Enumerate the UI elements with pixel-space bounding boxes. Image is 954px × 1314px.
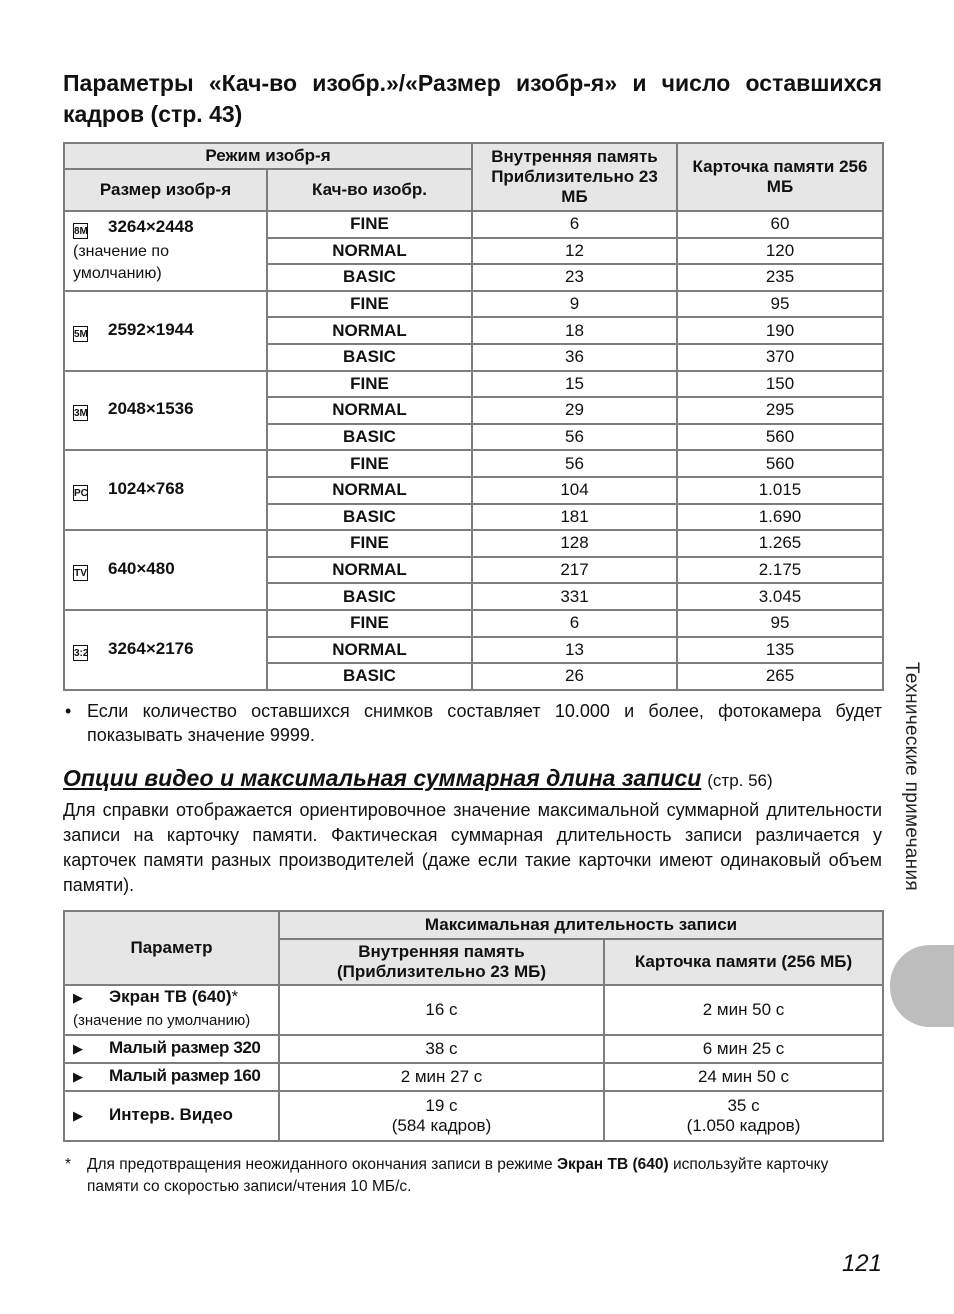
header-quality: Кач-во изобр. [267,169,472,211]
card-duration-cell [604,1091,883,1141]
header-internal-memory: Внутренняя память Приблизительно 23 МБ [472,143,677,211]
small-movie-icon: ▶ [73,1041,83,1057]
image-size-icon: TV [73,565,88,581]
quality-cell: FINE [267,450,472,477]
section-heading [63,763,882,796]
internal-count-cell: 12 [472,238,677,265]
card-count-cell: 95 [677,291,883,318]
duration-value: 35 с [727,1095,760,1115]
image-size-table [63,142,884,691]
internal-count-cell: 56 [472,450,677,477]
image-size-value: 2592×1944 [108,319,194,339]
quality-cell: FINE [267,610,472,637]
movie-option-name: Малый размер 320 [109,1038,261,1058]
quality-cell: FINE [267,211,472,238]
card-count-cell: 150 [677,371,883,398]
frame-count: (1.050 кадров) [686,1115,801,1135]
card-duration-cell [604,985,883,1035]
image-size-value: 1024×768 [108,479,185,499]
LP-movie-icon: ▶ [73,1069,83,1085]
default-value-note: (значение по умолчанию) [73,242,169,282]
default-value-note: (значение по умолчанию) [73,1012,251,1030]
card-count-cell: 190 [677,317,883,344]
header-param: Параметр [64,911,279,985]
internal-duration-cell [279,1035,604,1063]
image-size-value: 640×480 [108,559,175,579]
image-size-value: 3264×2448 [108,216,194,236]
card-count-cell: 235 [677,264,883,291]
card-count-cell: 265 [677,663,883,690]
movie-option-name: Экран ТВ (640) [109,987,232,1007]
card-count-cell: 60 [677,211,883,238]
table-row [64,985,883,1035]
quality-cell: BASIC [267,504,472,531]
duration-value: 24 мин 50 с [697,1066,790,1086]
image-size-icon: 3:2 [73,645,88,661]
card-count-cell: 1.690 [677,504,883,531]
image-size-value: 3264×2176 [108,638,194,658]
movie-option-name: Малый размер 160 [109,1066,261,1086]
image-size-cell [64,291,267,371]
image-size-value: 2048×1536 [108,399,194,419]
footnote [63,1154,882,1198]
table-row [64,1063,883,1091]
footnote-text-before: Для предотвращения неожиданного окончания записи в режиме [87,1155,557,1173]
table-row [64,1035,883,1063]
quality-cell: FINE [267,530,472,557]
table-row [64,610,883,637]
internal-count-cell: 15 [472,371,677,398]
movie-options-table [63,910,884,1142]
internal-count-cell: 18 [472,317,677,344]
quality-cell: NORMAL [267,397,472,424]
duration-value: 19 с [425,1095,458,1115]
interval-movie-icon: ▶ [73,1108,83,1124]
header-memory-card-2: Карточка памяти (256 МБ) [604,939,883,985]
image-size-cell [64,610,267,690]
card-duration-cell [604,1063,883,1091]
duration-value: 2 мин 50 с [702,999,785,1019]
table-row [64,450,883,477]
table-row [64,530,883,557]
card-count-cell: 3.045 [677,583,883,610]
internal-count-cell: 217 [472,557,677,584]
bullet-icon: • [65,700,72,721]
section-heading-text: Опции видео и максимальная суммарная длина записи [63,764,702,791]
card-count-cell: 370 [677,344,883,371]
header-internal-memory-2: Внутренняя память (Приблизительно 23 МБ) [279,939,604,985]
bullet-note-text: Если количество оставшихся снимков составляет 10.000 и более, фотокамера будет показывать значение 9999. [87,700,882,745]
side-section-label: Технические примечания [901,662,922,891]
image-size-icon: 5M [73,326,88,342]
page-content [63,68,882,1198]
movie-option-cell [64,1035,279,1063]
quality-cell: BASIC [267,583,472,610]
image-size-icon: 3M [73,405,88,421]
duration-value: 38 с [425,1038,458,1058]
internal-count-cell: 13 [472,637,677,664]
quality-cell: FINE [267,291,472,318]
card-count-cell: 560 [677,424,883,451]
footnote-star: * [65,1155,72,1173]
quality-cell: NORMAL [267,637,472,664]
table-row [64,291,883,318]
bullet-note [63,699,882,747]
section-page-ref: (стр. 56) [707,770,773,790]
footnote-text-bold: Экран ТВ (640) [556,1155,669,1173]
side-section-tab [890,945,954,1027]
header-memory-card: Карточка памяти 256 МБ [677,143,883,211]
card-count-cell: 2.175 [677,557,883,584]
card-count-cell: 120 [677,238,883,265]
image-size-cell [64,371,267,451]
card-count-cell: 135 [677,637,883,664]
quality-cell: BASIC [267,344,472,371]
internal-duration-cell [279,1091,604,1141]
footnote-marker: * [231,987,239,1007]
frame-count: (584 кадров) [391,1115,492,1135]
internal-count-cell: 104 [472,477,677,504]
image-size-icon: PC [73,485,88,501]
movie-option-name: Интерв. Видео [109,1105,233,1125]
movie-options-table-body [64,985,883,1141]
TV-movie-icon: ▶ [73,990,83,1006]
header-size: Размер изобр-я [64,169,267,211]
image-size-cell [64,450,267,530]
page-title: Параметры «Кач-во изобр.»/«Размер изобр-я» и число оставшихся кадров (стр. 43) [63,70,882,127]
image-size-cell [64,211,267,291]
quality-cell: NORMAL [267,238,472,265]
page-number: 121 [841,1250,882,1277]
card-count-cell: 295 [677,397,883,424]
internal-count-cell: 128 [472,530,677,557]
duration-value: 6 мин 25 с [702,1038,785,1058]
image-size-icon: 8M [73,223,88,239]
footnote-text-after: используйте карточку памяти со скоростью записи/чтения 10 МБ/с. [87,1155,829,1195]
quality-cell: NORMAL [267,557,472,584]
header-mode: Режим изобр-я [64,143,472,169]
quality-cell: FINE [267,371,472,398]
quality-cell: BASIC [267,663,472,690]
card-count-cell: 1.265 [677,530,883,557]
section-paragraph: Для справки отображается ориентировочное значение максимальной суммарной длительности записи на карточку памяти. Фактическая суммарная длительность записи различается у карточек памяти разных производителей (даже если такие карточки имеют одинаковый объем памяти). [63,799,882,895]
movie-option-cell [64,1091,279,1141]
card-count-cell: 95 [677,610,883,637]
image-size-table-body [64,211,883,690]
quality-cell: NORMAL [267,477,472,504]
card-count-cell: 560 [677,450,883,477]
internal-count-cell: 56 [472,424,677,451]
card-duration-cell [604,1035,883,1063]
internal-count-cell: 6 [472,211,677,238]
movie-option-cell [64,1063,279,1091]
duration-value: 16 с [425,999,458,1019]
internal-count-cell: 26 [472,663,677,690]
internal-count-cell: 6 [472,610,677,637]
internal-duration-cell [279,985,604,1035]
internal-count-cell: 9 [472,291,677,318]
internal-count-cell: 181 [472,504,677,531]
header-max-duration: Максимальная длительность записи [279,911,883,939]
table-row [64,211,883,238]
table-row [64,1091,883,1141]
internal-duration-cell [279,1063,604,1091]
internal-count-cell: 331 [472,583,677,610]
internal-count-cell: 23 [472,264,677,291]
quality-cell: BASIC [267,424,472,451]
duration-value: 2 мин 27 с [400,1066,483,1086]
card-count-cell: 1.015 [677,477,883,504]
quality-cell: NORMAL [267,317,472,344]
table-row [64,371,883,398]
quality-cell: BASIC [267,264,472,291]
image-size-cell [64,530,267,610]
internal-count-cell: 36 [472,344,677,371]
movie-option-cell [64,985,279,1035]
internal-count-cell: 29 [472,397,677,424]
